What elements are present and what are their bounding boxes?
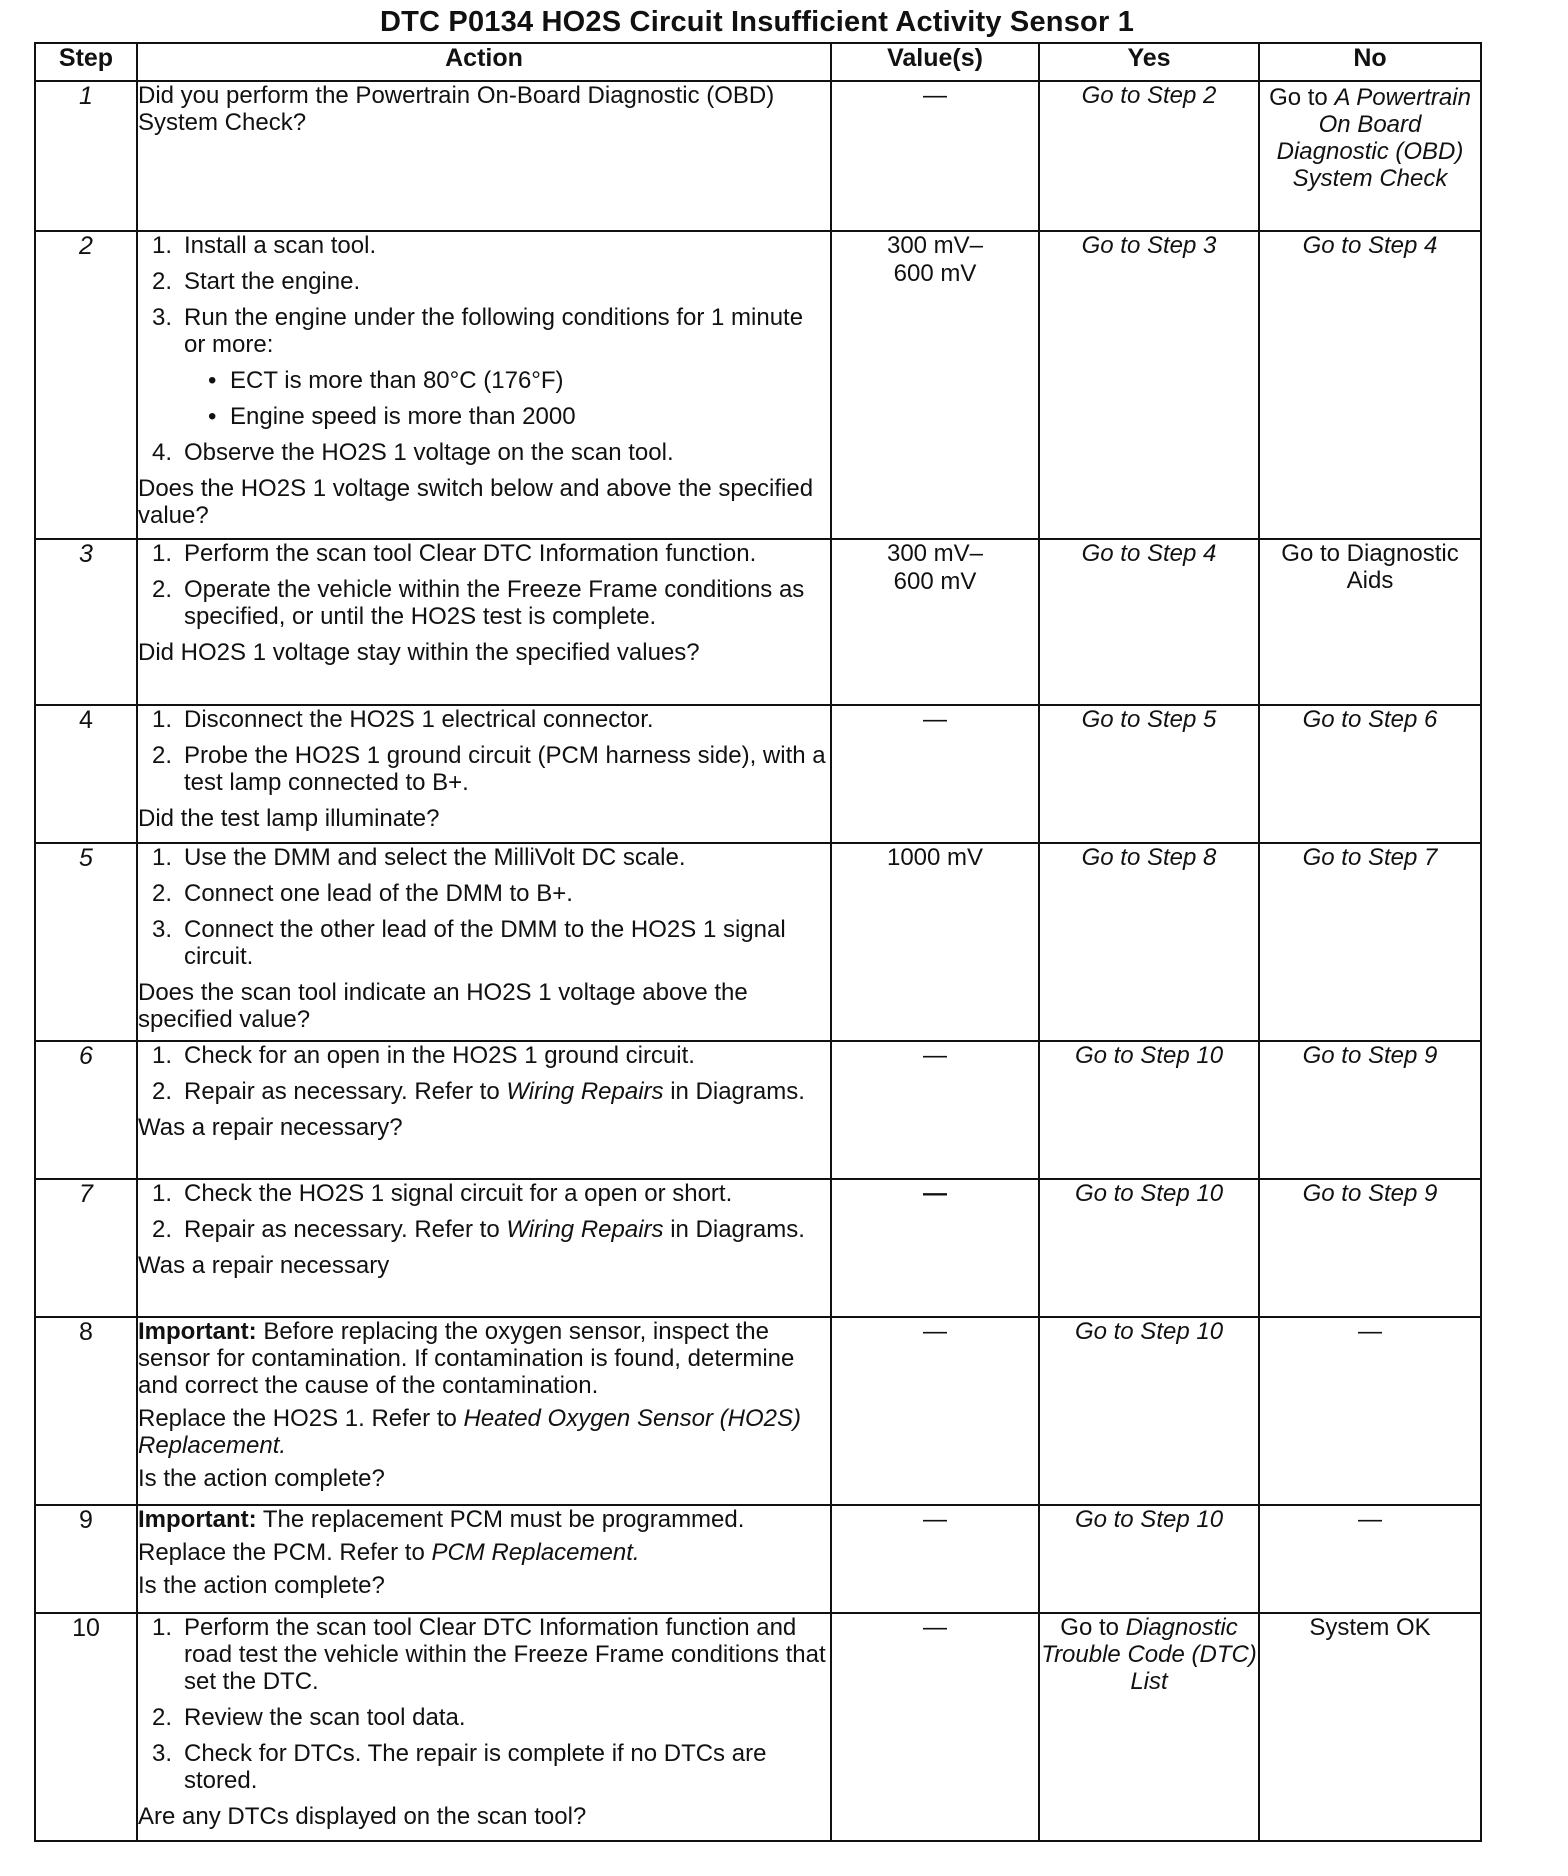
important-note: Important: The replacement PCM must be programmed. <box>138 1506 745 1533</box>
action-question: Did HO2S 1 voltage stay within the specified values? <box>138 639 700 666</box>
value-cell: — <box>831 1041 1039 1179</box>
value-cell: — <box>831 1179 1039 1317</box>
action-item: 2. Repair as necessary. Refer to Wiring Repairs in Diagrams. <box>151 1216 805 1243</box>
header-step: Step <box>35 43 137 81</box>
step-number: 4 <box>35 705 137 843</box>
yes-cell[interactable]: Go to Step 10 <box>1039 1179 1259 1317</box>
value-cell: — <box>831 1505 1039 1613</box>
table-row <box>35 843 1481 1041</box>
action-item: 4. Observe the HO2S 1 voltage on the scan tool. <box>151 439 674 466</box>
yes-cell[interactable]: Go to Step 10 <box>1039 1041 1259 1179</box>
diagnostic-table <box>34 42 1482 1842</box>
action-item: 1. Check for an open in the HO2S 1 ground circuit. <box>151 1042 695 1069</box>
action-cell <box>137 705 831 843</box>
action-question: Was a repair necessary? <box>138 1114 403 1141</box>
yes-cell[interactable]: Go to Step 8 <box>1039 843 1259 1041</box>
action-question: Is the action complete? <box>138 1572 385 1599</box>
action-cell <box>137 1505 831 1613</box>
header-no: No <box>1259 43 1481 81</box>
yes-cell[interactable]: Go to Step 10 <box>1039 1317 1259 1505</box>
table-row <box>35 705 1481 843</box>
no-cell[interactable]: Go to Step 9 <box>1259 1179 1481 1317</box>
header-yes: Yes <box>1039 43 1259 81</box>
yes-cell[interactable]: Go to Step 4 <box>1039 539 1259 705</box>
value-cell: — <box>831 1613 1039 1841</box>
action-item: 1. Perform the scan tool Clear DTC Information function and road test the vehicle within the Freeze Frame conditions that set the DTC. <box>151 1614 826 1695</box>
action-cell <box>137 539 831 705</box>
action-cell <box>137 1179 831 1317</box>
action-question: Is the action complete? <box>138 1465 385 1492</box>
step-number: 7 <box>35 1179 137 1317</box>
no-prefix: Go to <box>1269 84 1335 111</box>
action-question: Are any DTCs displayed on the scan tool? <box>138 1803 587 1830</box>
yes-cell[interactable]: Go to Step 5 <box>1039 705 1259 843</box>
value-cell: — <box>831 1317 1039 1505</box>
header-row <box>35 43 1481 81</box>
step-number: 3 <box>35 539 137 705</box>
no-link[interactable]: A Powertrain On Board Diagnostic (OBD) System Check <box>1276 84 1471 192</box>
dtc-list-link[interactable]: Diagnostic Trouble Code (DTC) List <box>1041 1614 1257 1695</box>
page-title: DTC P0134 HO2S Circuit Insufficient Activity Sensor 1 <box>379 6 1135 38</box>
header-action: Action <box>137 43 831 81</box>
action-item: 1. Disconnect the HO2S 1 electrical connector. <box>151 706 654 733</box>
replace-instruction: Replace the HO2S 1. Refer to Heated Oxygen Sensor (HO2S) Replacement. <box>138 1405 801 1459</box>
value-cell: 300 mV– 600 mV <box>831 231 1039 539</box>
action-question: Was a repair necessary <box>138 1252 390 1279</box>
table-row <box>35 231 1481 539</box>
table-row <box>35 1613 1481 1841</box>
ho2s-replacement-link[interactable]: Heated Oxygen Sensor (HO2S) Replacement. <box>138 1405 801 1459</box>
action-cell <box>137 1317 831 1505</box>
yes-cell[interactable]: Go to Step 3 <box>1039 231 1259 539</box>
value-cell: — <box>831 705 1039 843</box>
header-values: Value(s) <box>831 43 1039 81</box>
no-cell: Go to Diagnostic Aids <box>1259 539 1481 705</box>
important-note: Important: Before replacing the oxygen sensor, inspect the sensor for contamination. If contamination is found, determine and correct the cause of the contamination. <box>138 1318 795 1399</box>
no-cell[interactable]: Go to Step 7 <box>1259 843 1481 1041</box>
value-cell: — <box>831 81 1039 231</box>
action-question: Did the test lamp illuminate? <box>138 805 440 832</box>
value-cell: 1000 mV <box>831 843 1039 1041</box>
action-item: 3. Run the engine under the following conditions for 1 minute or more: <box>151 304 804 358</box>
table-row <box>35 539 1481 705</box>
action-item: 2. Operate the vehicle within the Freeze Frame conditions as specified, or until the HO2S test is complete. <box>151 576 805 630</box>
yes-prefix: Go to <box>1060 1614 1126 1641</box>
action-item: 1. Use the DMM and select the MilliVolt DC scale. <box>151 844 686 871</box>
step-number: 5 <box>35 843 137 1041</box>
no-cell <box>1259 81 1481 231</box>
action-item: 3. Check for DTCs. The repair is complete if no DTCs are stored. <box>151 1740 767 1794</box>
wiring-repairs-link[interactable]: Wiring Repairs <box>506 1078 664 1105</box>
action-item: 2. Repair as necessary. Refer to Wiring Repairs in Diagrams. <box>151 1078 805 1105</box>
no-cell[interactable]: Go to Step 4 <box>1259 231 1481 539</box>
step-number: 6 <box>35 1041 137 1179</box>
no-cell[interactable]: Go to Step 9 <box>1259 1041 1481 1179</box>
wiring-repairs-link[interactable]: Wiring Repairs <box>506 1216 664 1243</box>
action-item: 2. Connect one lead of the DMM to B+. <box>151 880 573 907</box>
action-item: 2. Probe the HO2S 1 ground circuit (PCM harness side), with a test lamp connected to B+. <box>151 742 826 796</box>
action-item: 2. Start the engine. <box>151 268 361 295</box>
replace-instruction: Replace the PCM. Refer to PCM Replacement. <box>138 1539 640 1566</box>
no-cell: — <box>1259 1505 1481 1613</box>
step-number: 8 <box>35 1317 137 1505</box>
action-question: Did you perform the Powertrain On-Board Diagnostic (OBD) System Check? <box>138 82 775 136</box>
yes-cell <box>1039 1613 1259 1841</box>
action-cell <box>137 1041 831 1179</box>
table-row <box>35 1505 1481 1613</box>
action-item: 3. Connect the other lead of the DMM to the HO2S 1 signal circuit. <box>151 916 786 970</box>
yes-cell: Go to Step 2 <box>1039 81 1259 231</box>
action-cell <box>137 81 831 231</box>
step-number: 10 <box>35 1613 137 1841</box>
action-cell <box>137 843 831 1041</box>
action-item: 1. Perform the scan tool Clear DTC Information function. <box>151 540 757 567</box>
action-cell <box>137 1613 831 1841</box>
action-item: 1. Check the HO2S 1 signal circuit for a open or short. <box>151 1180 733 1207</box>
action-item: 2. Review the scan tool data. <box>151 1704 466 1731</box>
no-cell[interactable]: Go to Step 6 <box>1259 705 1481 843</box>
action-bullet: • ECT is more than 80°C (176°F) <box>208 367 564 394</box>
table-row <box>35 81 1481 231</box>
action-question: Does the scan tool indicate an HO2S 1 voltage above the specified value? <box>138 979 748 1033</box>
value-cell: 300 mV– 600 mV <box>831 539 1039 705</box>
yes-cell[interactable]: Go to Step 10 <box>1039 1505 1259 1613</box>
no-cell: System OK <box>1259 1613 1481 1841</box>
action-bullet: • Engine speed is more than 2000 <box>208 403 576 430</box>
no-cell: — <box>1259 1317 1481 1505</box>
action-cell <box>137 231 831 539</box>
table-row <box>35 1179 1481 1317</box>
action-question: Does the HO2S 1 voltage switch below and above the specified value? <box>138 475 814 529</box>
table-row <box>35 1317 1481 1505</box>
table-row <box>35 1041 1481 1179</box>
step-number: 1 <box>35 81 137 231</box>
step-number: 9 <box>35 1505 137 1613</box>
pcm-replacement-link[interactable]: PCM Replacement. <box>431 1539 640 1566</box>
action-item: 1. Install a scan tool. <box>151 232 377 259</box>
step-number: 2 <box>35 231 137 539</box>
